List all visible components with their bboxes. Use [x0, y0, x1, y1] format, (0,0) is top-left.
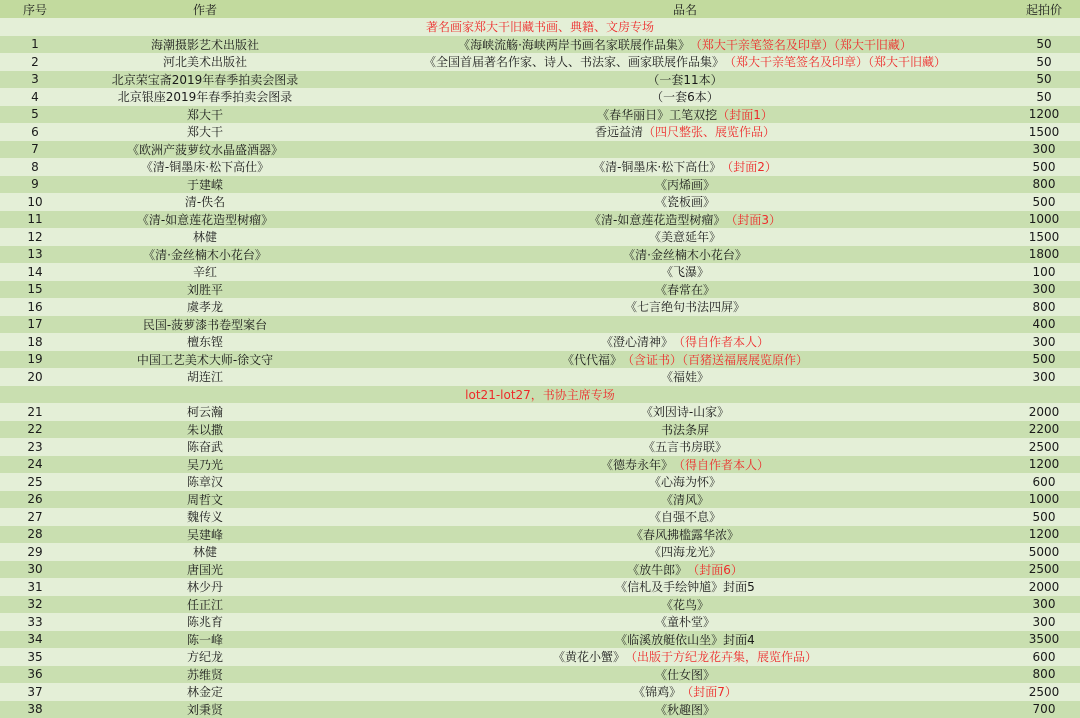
lot-number: 31: [0, 578, 70, 596]
item-name-cell: [340, 141, 1030, 159]
item-title: 《黄花小蟹》: [553, 648, 625, 665]
author-cell: 方纪龙: [70, 648, 340, 666]
starting-price: 600: [1012, 473, 1076, 491]
author-cell: 北京银座2019年春季拍卖会图录: [70, 88, 340, 106]
starting-price: 50: [1012, 36, 1076, 54]
item-title: 《春常在》: [655, 281, 715, 298]
author-cell: 中国工艺美术大师-徐文守: [70, 351, 340, 369]
item-title: 《仕女图》: [655, 666, 715, 683]
header-no: 序号: [0, 0, 70, 18]
lot-number: 36: [0, 666, 70, 684]
table-row: [0, 491, 1080, 509]
table-row: [0, 666, 1080, 684]
starting-price: 1500: [1012, 228, 1076, 246]
author-cell: 唐国光: [70, 561, 340, 579]
starting-price: 5000: [1012, 543, 1076, 561]
item-name-cell: [340, 88, 1030, 106]
item-name-cell: [340, 263, 1030, 281]
item-note: （出版于方纪龙花卉集，展览作品）: [625, 648, 817, 665]
starting-price: 3500: [1012, 631, 1076, 649]
starting-price: 300: [1012, 596, 1076, 614]
item-title: 《刘因诗-山家》: [641, 403, 729, 420]
lot-number: 13: [0, 246, 70, 264]
lot-number: 20: [0, 368, 70, 386]
lot-number: 27: [0, 508, 70, 526]
item-title: 《清-如意莲花造型树瘤》: [589, 211, 725, 228]
item-name-cell: [340, 333, 1030, 351]
section-title: 著名画家郑大干旧藏书画、典籍、文房专场: [0, 18, 1080, 36]
author-cell: 刘秉贤: [70, 701, 340, 718]
item-name-cell: [340, 648, 1030, 666]
item-name-cell: [340, 473, 1030, 491]
table-row: [0, 351, 1080, 369]
item-title: 《心海为怀》: [649, 473, 721, 490]
item-name-cell: [340, 526, 1030, 544]
table-row: [0, 228, 1080, 246]
item-name-cell: [340, 701, 1030, 718]
starting-price: 1200: [1012, 526, 1076, 544]
author-cell: 朱以撒: [70, 421, 340, 439]
table-row: [0, 333, 1080, 351]
lot-number: 10: [0, 193, 70, 211]
table-row: [0, 316, 1080, 334]
item-note: （封面3）: [725, 211, 781, 228]
lot-number: 35: [0, 648, 70, 666]
lot-number: 21: [0, 403, 70, 421]
lot-number: 1: [0, 36, 70, 54]
item-note: （含证书）（百猪送福展展览原作）: [622, 351, 808, 368]
item-title: 《春华丽日》工笔双挖: [597, 106, 717, 123]
author-cell: 林健: [70, 228, 340, 246]
lot-number: 8: [0, 158, 70, 176]
item-note: （封面1）: [717, 106, 773, 123]
item-name-cell: [340, 158, 1030, 176]
starting-price: 2000: [1012, 578, 1076, 596]
item-note: （得自作者本人）: [673, 333, 769, 350]
item-title: 《春风拂槛露华浓》: [631, 526, 739, 543]
item-note: （封面2）: [721, 158, 777, 175]
table-row: [0, 36, 1080, 54]
lot-number: 25: [0, 473, 70, 491]
item-name-cell: [340, 561, 1030, 579]
item-name-cell: [340, 176, 1030, 194]
starting-price: 2200: [1012, 421, 1076, 439]
item-name-cell: [340, 613, 1030, 631]
table-row: [0, 106, 1080, 124]
starting-price: 300: [1012, 368, 1076, 386]
starting-price: 300: [1012, 613, 1076, 631]
lot-number: 22: [0, 421, 70, 439]
table-row: [0, 403, 1080, 421]
starting-price: 50: [1012, 53, 1076, 71]
author-cell: 郑大干: [70, 106, 340, 124]
table-row: [0, 526, 1080, 544]
author-cell: 河北美术出版社: [70, 53, 340, 71]
lot-number: 19: [0, 351, 70, 369]
starting-price: 2500: [1012, 561, 1076, 579]
starting-price: 800: [1012, 176, 1076, 194]
lot-number: 30: [0, 561, 70, 579]
item-title: （一套11本）: [647, 71, 722, 88]
author-cell: 刘胜平: [70, 281, 340, 299]
table-row: [0, 368, 1080, 386]
lot-number: 5: [0, 106, 70, 124]
author-cell: 陈奋武: [70, 438, 340, 456]
table-row: [0, 648, 1080, 666]
item-name-cell: [340, 281, 1030, 299]
author-cell: 周哲文: [70, 491, 340, 509]
item-name-cell: [340, 193, 1030, 211]
starting-price: 500: [1012, 158, 1076, 176]
author-cell: 海潮摄影艺术出版社: [70, 36, 340, 54]
author-cell: 林金定: [70, 683, 340, 701]
item-title: 《代代福》: [562, 351, 622, 368]
lot-number: 33: [0, 613, 70, 631]
item-title: 《清风》: [661, 491, 709, 508]
item-title: 《秋趣图》: [655, 701, 715, 718]
section-heading-row: [0, 18, 1080, 36]
table-row: [0, 701, 1080, 718]
starting-price: 1800: [1012, 246, 1076, 264]
lot-number: 34: [0, 631, 70, 649]
lot-number: 18: [0, 333, 70, 351]
author-cell: 林少丹: [70, 578, 340, 596]
lot-number: 15: [0, 281, 70, 299]
item-name-cell: [340, 491, 1030, 509]
item-title: （一套6本）: [651, 88, 719, 105]
item-name-cell: [340, 456, 1030, 474]
item-title: 《德寿永年》: [601, 456, 673, 473]
item-title: 《澄心清神》: [601, 333, 673, 350]
author-cell: 檀东铿: [70, 333, 340, 351]
item-name-cell: [340, 36, 1030, 54]
item-name-cell: [340, 246, 1030, 264]
table-row: [0, 88, 1080, 106]
author-cell: 《清·金丝楠木小花台》: [70, 246, 340, 264]
item-title: 《瓷板画》: [655, 193, 715, 210]
lot-number: 4: [0, 88, 70, 106]
item-note: （郑大干亲笔签名及印章）（郑大干旧藏）: [724, 53, 946, 70]
lot-number: 37: [0, 683, 70, 701]
starting-price: 800: [1012, 298, 1076, 316]
item-name-cell: [340, 211, 1030, 229]
author-cell: 陈一峰: [70, 631, 340, 649]
lot-number: 29: [0, 543, 70, 561]
author-cell: 民国-菠萝漆书卷型案台: [70, 316, 340, 334]
item-name-cell: [340, 123, 1030, 141]
starting-price: 2500: [1012, 438, 1076, 456]
lot-number: 3: [0, 71, 70, 89]
item-name-cell: [340, 508, 1030, 526]
lot-number: 32: [0, 596, 70, 614]
item-name-cell: [340, 403, 1030, 421]
lot-number: 2: [0, 53, 70, 71]
item-title: 《福娃》: [661, 368, 709, 385]
item-title: 《海峡流觞·海峡两岸书画名家联展作品集》: [458, 36, 690, 53]
starting-price: 1200: [1012, 106, 1076, 124]
starting-price: 300: [1012, 333, 1076, 351]
table-row: [0, 141, 1080, 159]
item-title: 《清-铜墨床·松下高仕》: [593, 158, 721, 175]
lot-number: 26: [0, 491, 70, 509]
table-row: [0, 421, 1080, 439]
item-name-cell: [340, 421, 1030, 439]
author-cell: 胡连江: [70, 368, 340, 386]
item-title: 书法条屏: [661, 421, 709, 438]
table-row: [0, 123, 1080, 141]
item-title: 《锦鸡》: [633, 683, 681, 700]
table-row: [0, 456, 1080, 474]
item-title: 《自强不息》: [649, 508, 721, 525]
table-header-row: [0, 0, 1080, 18]
item-name-cell: [340, 316, 1030, 334]
table-row: [0, 263, 1080, 281]
starting-price: 1200: [1012, 456, 1076, 474]
table-row: [0, 561, 1080, 579]
item-title: 《七言绝句书法四屏》: [625, 298, 745, 315]
starting-price: 500: [1012, 351, 1076, 369]
item-note: （得自作者本人）: [673, 456, 769, 473]
starting-price: 1000: [1012, 211, 1076, 229]
starting-price: 1000: [1012, 491, 1076, 509]
table-row: [0, 193, 1080, 211]
item-title: 《四海龙光》: [649, 543, 721, 560]
table-row: [0, 631, 1080, 649]
table-row: [0, 211, 1080, 229]
item-title: 《美意延年》: [649, 228, 721, 245]
item-name-cell: [340, 543, 1030, 561]
lot-number: 6: [0, 123, 70, 141]
lot-number: 16: [0, 298, 70, 316]
item-note: （封面7）: [681, 683, 737, 700]
item-name-cell: [340, 228, 1030, 246]
starting-price: 500: [1012, 508, 1076, 526]
lot-number: 24: [0, 456, 70, 474]
item-name-cell: [340, 438, 1030, 456]
author-cell: 吴乃光: [70, 456, 340, 474]
table-row: [0, 158, 1080, 176]
table-row: [0, 578, 1080, 596]
item-title: 《飞瀑》: [661, 263, 709, 280]
table-row: [0, 473, 1080, 491]
starting-price: 1500: [1012, 123, 1076, 141]
lot-number: 23: [0, 438, 70, 456]
lot-number: 28: [0, 526, 70, 544]
author-cell: 北京荣宝斋2019年春季拍卖会图录: [70, 71, 340, 89]
table-row: [0, 53, 1080, 71]
table-row: [0, 246, 1080, 264]
lot-number: 12: [0, 228, 70, 246]
table-row: [0, 613, 1080, 631]
author-cell: 《清-铜墨床·松下高仕》: [70, 158, 340, 176]
table-row: [0, 683, 1080, 701]
starting-price: 2000: [1012, 403, 1076, 421]
lot-number: 7: [0, 141, 70, 159]
item-title: 《放牛郎》: [627, 561, 687, 578]
starting-price: 300: [1012, 141, 1076, 159]
starting-price: 2500: [1012, 683, 1076, 701]
section-heading-row: [0, 386, 1080, 404]
starting-price: 50: [1012, 71, 1076, 89]
starting-price: 300: [1012, 281, 1076, 299]
author-cell: 林健: [70, 543, 340, 561]
item-note: （四尺整张、展览作品）: [643, 123, 775, 140]
item-name-cell: [340, 53, 1030, 71]
starting-price: 50: [1012, 88, 1076, 106]
item-name-cell: [340, 666, 1030, 684]
table-row: [0, 543, 1080, 561]
starting-price: 500: [1012, 193, 1076, 211]
lot-number: 17: [0, 316, 70, 334]
author-cell: 辛红: [70, 263, 340, 281]
table-row: [0, 438, 1080, 456]
table-row: [0, 71, 1080, 89]
author-cell: 柯云瀚: [70, 403, 340, 421]
item-name-cell: [340, 298, 1030, 316]
section-title: lot21-lot27，书协主席专场: [0, 386, 1080, 404]
author-cell: 清-佚名: [70, 193, 340, 211]
author-cell: 《清-如意莲花造型树瘤》: [70, 211, 340, 229]
author-cell: 郑大干: [70, 123, 340, 141]
header-title: 品名: [340, 0, 1030, 18]
item-name-cell: [340, 71, 1030, 89]
item-title: 《花鸟》: [661, 596, 709, 613]
item-note: （郑大干亲笔签名及印章）（郑大干旧藏）: [690, 36, 912, 53]
starting-price: 800: [1012, 666, 1076, 684]
starting-price: 400: [1012, 316, 1076, 334]
table-row: [0, 176, 1080, 194]
item-name-cell: [340, 631, 1030, 649]
lot-number: 14: [0, 263, 70, 281]
item-title: 《丙烯画》: [655, 176, 715, 193]
author-cell: 于建嵘: [70, 176, 340, 194]
item-title: 《童朴堂》: [655, 613, 715, 630]
author-cell: 虞孝龙: [70, 298, 340, 316]
author-cell: 魏传义: [70, 508, 340, 526]
starting-price: 700: [1012, 701, 1076, 718]
table-row: [0, 596, 1080, 614]
item-title: 香远益清: [595, 123, 643, 140]
header-author: 作者: [70, 0, 340, 18]
lot-number: 9: [0, 176, 70, 194]
author-cell: 《欧洲产菠萝纹水晶盛酒器》: [70, 141, 340, 159]
author-cell: 陈兆育: [70, 613, 340, 631]
author-cell: 陈章汉: [70, 473, 340, 491]
header-price: 起拍价: [1012, 0, 1076, 18]
author-cell: 吴建峰: [70, 526, 340, 544]
table-row: [0, 508, 1080, 526]
item-title: 《全国首届著名作家、诗人、书法家、画家联展作品集》: [424, 53, 724, 70]
item-name-cell: [340, 351, 1030, 369]
item-title: 《信札及手绘钟馗》封面5: [615, 578, 755, 595]
item-title: 《临溪放艇依山坐》封面4: [615, 631, 755, 648]
item-name-cell: [340, 596, 1030, 614]
table-row: [0, 298, 1080, 316]
table-row: [0, 281, 1080, 299]
item-title: 《五言书房联》: [643, 438, 727, 455]
lot-number: 11: [0, 211, 70, 229]
item-name-cell: [340, 368, 1030, 386]
item-name-cell: [340, 578, 1030, 596]
starting-price: 600: [1012, 648, 1076, 666]
lot-number: 38: [0, 701, 70, 718]
item-note: （封面6）: [687, 561, 743, 578]
starting-price: 100: [1012, 263, 1076, 281]
author-cell: 苏维贤: [70, 666, 340, 684]
item-name-cell: [340, 106, 1030, 124]
author-cell: 任正江: [70, 596, 340, 614]
item-title: 《清·金丝楠木小花台》: [623, 246, 747, 263]
item-name-cell: [340, 683, 1030, 701]
